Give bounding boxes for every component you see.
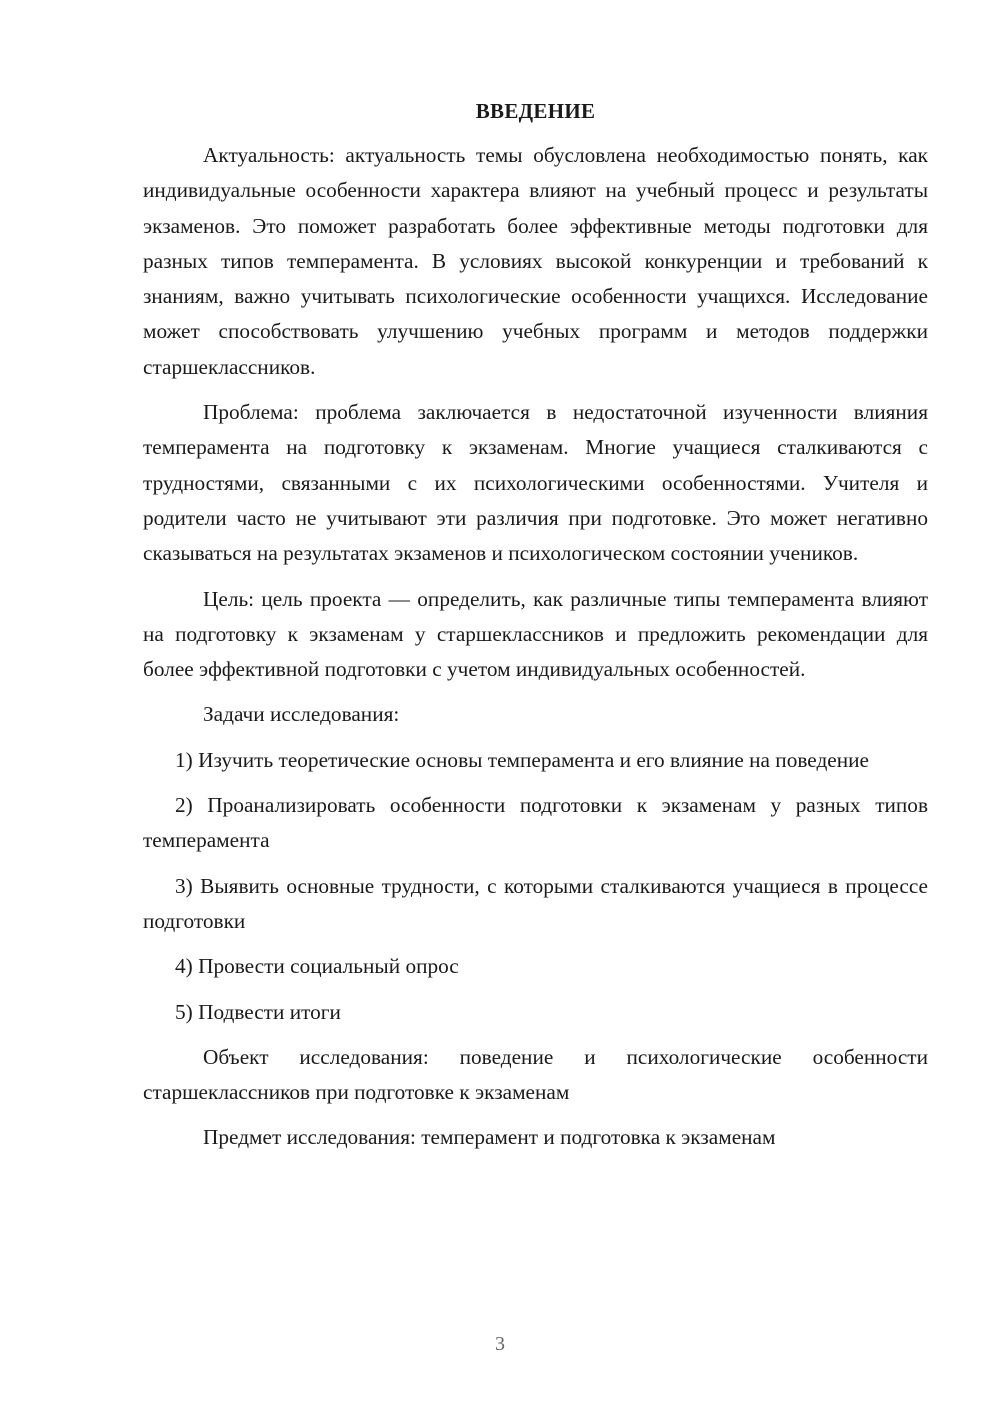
relevance-paragraph: Актуальность: актуальность темы обусловлена необходимостью понять, как индивидуальные особенности характера влияют на учебный процесс и результаты экзаменов. Это поможет разработать более эффективные методы подготовки для разных типов темперамента. В условиях высокой конкуренции и требований к знаниям, важно учитывать психологические особенности учащихся. Исследование может способствовать улучшению учебных программ и методов поддержки старшеклассников.	[143, 143, 928, 379]
goal-paragraph: Цель: цель проекта — определить, как различные типы темперамента влияют на подготовку к экзаменам у старшеклассников и предложить рекомендации для более эффективной подготовки с учетом индивидуальных особенностей.	[143, 586, 928, 682]
list-item: 1) Изучить теоретические основы темперамента и его влияние на поведение	[175, 747, 869, 772]
object-paragraph: Объект исследования: поведение и психологические особенности старшеклассников при подготовке к экзаменам	[143, 1044, 928, 1105]
subject-paragraph: Предмет исследования: темперамент и подготовка к экзаменам	[203, 1125, 776, 1150]
page-title: ВВЕДЕНИЕ	[475, 99, 596, 123]
document-page	[143, 96, 928, 1156]
list-item: 2) Проанализировать особенности подготовки к экзаменам у разных типов темперамента	[143, 793, 928, 853]
problem-paragraph: Проблема: проблема заключается в недостаточной изученности влияния темперамента на подготовку к экзаменам. Многие учащиеся сталкиваются с трудностями, связанными с их психологическими особенностями. Учителя и родители часто не учитывают эти различия при подготовке. Это может негативно сказываться на результатах экзаменов и психологическом состоянии учеников.	[143, 400, 928, 566]
list-item: 4) Провести социальный опрос	[175, 954, 459, 979]
list-item: 5) Подвести итоги	[175, 999, 341, 1024]
page-number: 3	[495, 1333, 505, 1355]
tasks-heading: Задачи исследования:	[203, 702, 400, 727]
list-item: 3) Выявить основные трудности, с которыми сталкиваются учащиеся в процессе подготовки	[143, 873, 928, 933]
tasks-list	[143, 743, 928, 1030]
